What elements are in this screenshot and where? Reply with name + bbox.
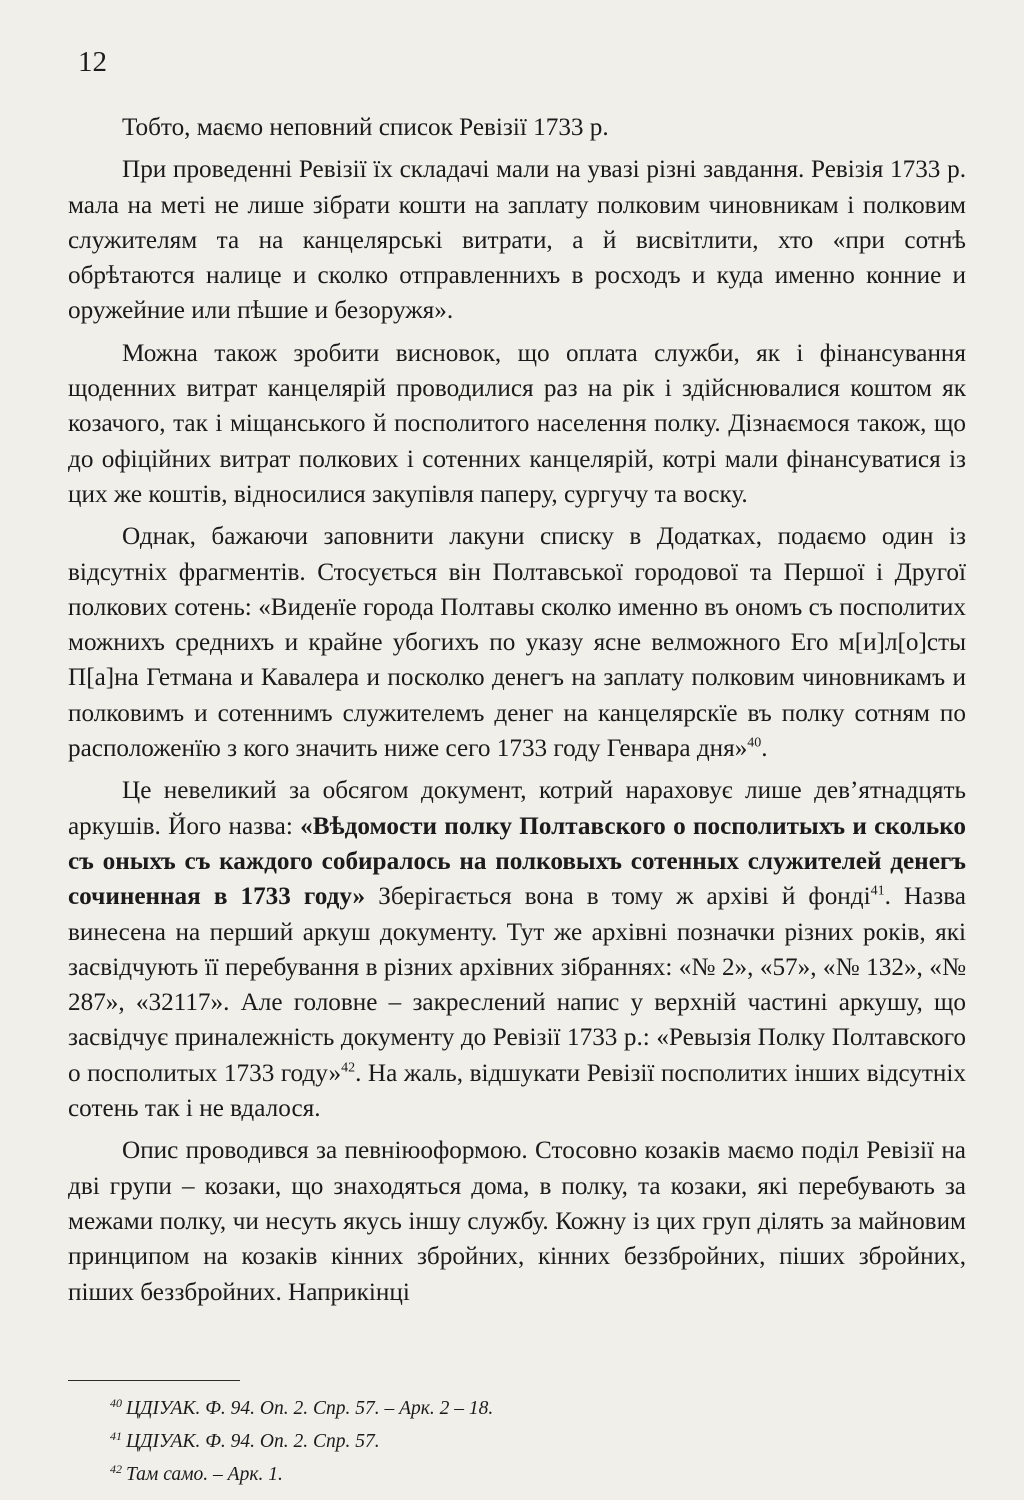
paragraph-5 [68, 773, 966, 1126]
footnote-number: 42 [110, 1461, 122, 1476]
paragraph-5-mid: Зберігається вона в тому ж архіві й фонді [365, 883, 871, 911]
paragraph-4: Однак, бажаючи заповнити лакуни списку в Додатках, подаємо один із відсутніх фрагментів. Стосується він Полтавської городової та Першої і Другої полкових сотень: «Виденїе города Полтавы сколко именно въ ономъ съ посполитих можнихъ среднихъ и крайне убогихъ по указу ясне велможного Его м[и]л[о]сты П[а]на Гетмана и Кавалера и посколко денегъ на заплату полковим чиновникамъ и полковимъ и сотеннимъ служителемъ денег на канцелярскїе въ полку сотням по расположенїю з кого значить ниже сего 1733 году Генвара дня»$^{40}$. [68, 523, 966, 763]
footnote [110, 1425, 493, 1458]
footnote-text: ЦДІУАК. Ф. 94. Оп. 2. Спр. 57. [126, 1431, 380, 1452]
footnote-number: 40 [110, 1395, 122, 1410]
paragraph-3: Можна також зробити висновок, що оплата служби, як і фінансування щоденних витрат канцелярій проводилися раз на рік і здійснювалися коштом як козачого, так і міщанського й посполитого населення полку. Дізнаємося також, що до офіційних витрат полкових і сотенних канцелярій, котрі мали фінансуватися із цих же коштів, відносилися закупівля паперу, сургучу та воску. [68, 339, 966, 508]
footnote-text: ЦДІУАК. Ф. 94. Оп. 2. Спр. 57. – Арк. 2 – 18. [126, 1398, 494, 1419]
paragraph-2: При проведенні Ревізії їх складачі мали на увазі різні завдання. Ревізія 1733 р. мала на меті не лише зібрати кошти на заплату полковим чиновникам і полковим служителям та на канцелярські витрати, а й висвітлити, хто «при сотнѣ обрѣтаются налице и сколко отправленнихъ в росходъ и куда именно конние и оружейние или пѣшие и безоружя». [68, 156, 966, 325]
footnote [110, 1392, 493, 1425]
paragraph-4-text: Однак, бажаючи заповнити лакуни списку в Додатках, подаємо один із відсутніх фрагментів. Стосується він Полтавської городової та Першої і Другої полкових сотень: «Виденїе города Полтавы сколко именно въ ономъ съ посполитих можнихъ среднихъ и крайне убогихъ по указу ясне велможного Его м[и]л[о]сты П[а]на Гетмана и Кавалера и посколко денегъ на заплату полковим чиновникамъ и полковимъ и сотеннимъ служителемъ денег на канцелярскїе въ полку сотням по расположенїю з кого значить ниже сего 1733 году Генвара дня» [68, 523, 966, 763]
footnote-number: 41 [110, 1428, 122, 1443]
footnotes [110, 1392, 493, 1491]
footnote [110, 1458, 493, 1491]
paragraph-5-after: . Назва винесена на перший аркуш документу. Тут же архівні позначки різних років, які засвідчують її перебування в різних архівних зібраннях: «№ 2», «57», «№ 132», «№ 287», «32117». Але головне – закреслений напис у верхній частині аркушу, що засвідчує приналежність документу до Ревізії 1733 р.: «Ревызія Полку Полтавского о посполитых 1733 году» [68, 883, 966, 1087]
paragraph-5-intro: Це невеликий за обсягом документ, котрий нараховує лише дев’ятнадцять аркушів. Його назва: [68, 777, 966, 840]
footnote-ref-40: 40 [747, 735, 762, 751]
footnote-ref-41: 41 [870, 883, 885, 899]
paragraph-5-end: . На жаль, відшукати Ревізії посполитих інших відсутніх сотень так і не вдалося. [68, 1059, 966, 1123]
body-text [68, 110, 966, 1317]
footnote-text: Там само. – Арк. 1. [126, 1464, 283, 1485]
page-number: 12 [78, 46, 107, 78]
footnote-divider [68, 1380, 240, 1381]
paragraph-6: Опис проводився за певніюоформою. Стосовно козаків маємо поділ Ревізії на дві групи – козаки, що знаходяться дома, в полку, та козаки, які перебувають за межами полку, чи несуть якусь іншу службу. Кожну із цих груп ділять за майновим принципом на козаків кінних збройних, кінних беззбройних, піших збройних, піших беззбройних. Наприкінці [68, 1137, 966, 1306]
paragraph-1: Тобто, маємо неповний список Ревізії 1733 р. [122, 114, 609, 141]
document-title: «Вѣдомости полку Полтавского о посполитыхъ и сколько съ оныхъ съ каждого собиралось на полковыхъ сотенных служителей денегъ сочиненная в 1733 году» [68, 812, 966, 911]
footnote-ref-42: 42 [341, 1060, 356, 1076]
